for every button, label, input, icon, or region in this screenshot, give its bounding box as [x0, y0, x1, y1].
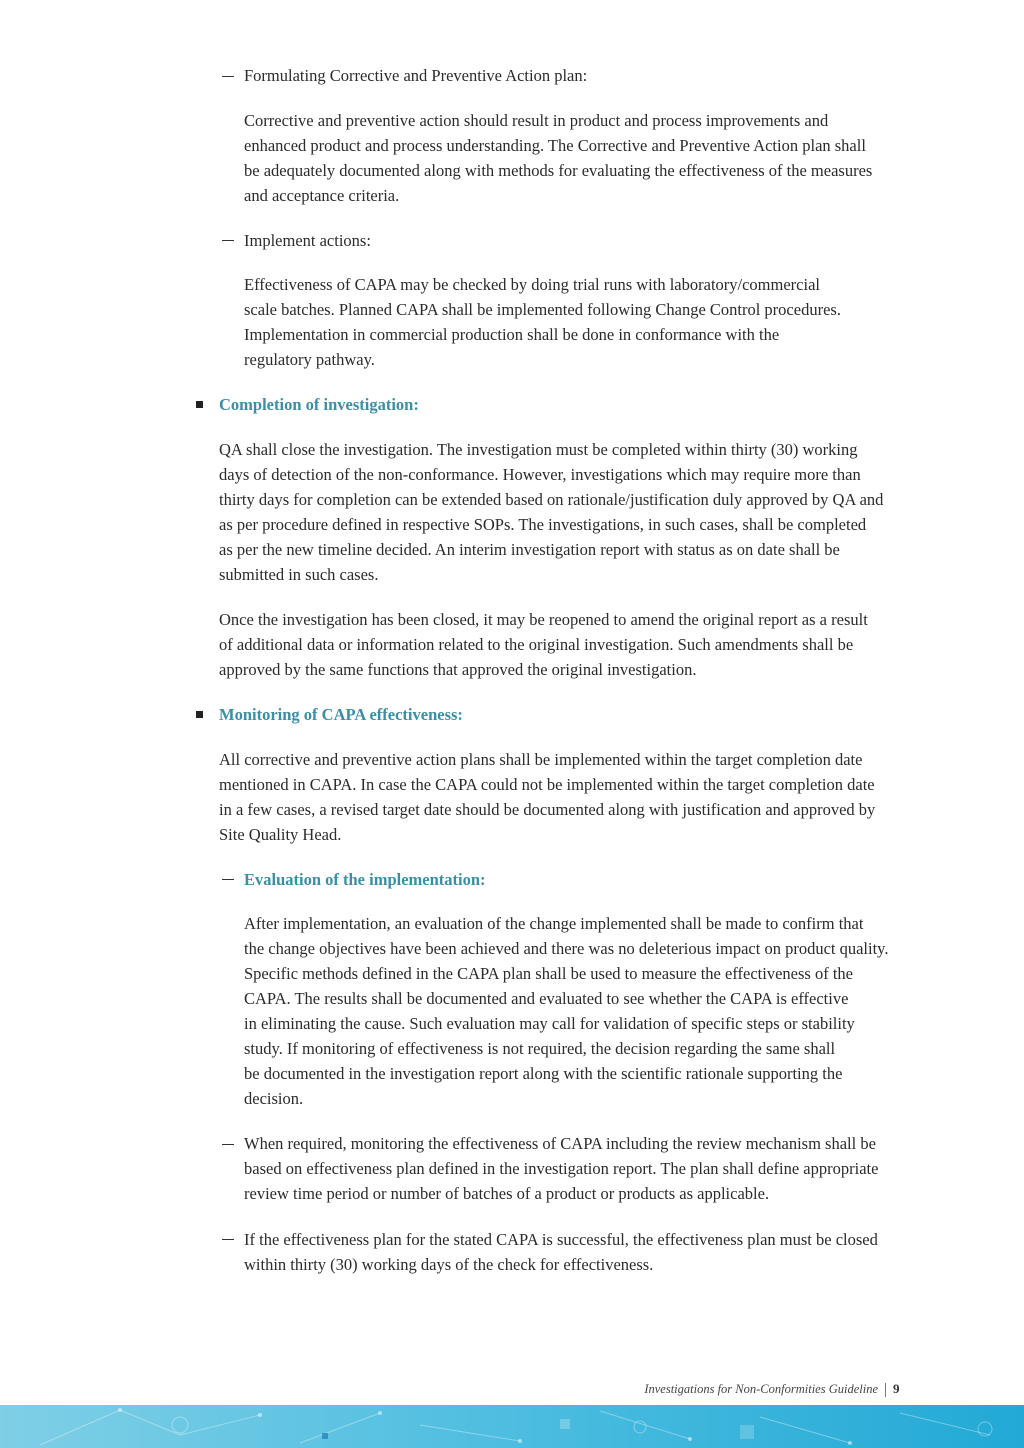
- paragraph-line: study. If monitoring of effectiveness is not required, the decision regarding the same shall: [244, 1039, 836, 1058]
- paragraph-line: Specific methods defined in the CAPA plan shall be used to measure the effectiveness of the: [244, 964, 853, 983]
- paragraph-line: and acceptance criteria.: [244, 186, 400, 205]
- paragraph-line: thirty days for completion can be extended based on rationale/justification duly approved by QA and: [219, 490, 884, 509]
- paragraph-line: CAPA. The results shall be documented and evaluated to see whether the CAPA is effective: [244, 989, 849, 1008]
- paragraph-line: submitted in such cases.: [219, 565, 379, 584]
- paragraph-line: mentioned in CAPA. In case the CAPA could not be implemented within the target completion date: [219, 775, 875, 794]
- paragraph-line: review time period or number of batches of a product or products as applicable.: [244, 1184, 770, 1203]
- paragraph-line: decision.: [244, 1089, 304, 1108]
- decorative-footer-band: [0, 1405, 1024, 1448]
- paragraph-line: within thirty (30) working days of the check for effectiveness.: [244, 1255, 654, 1274]
- page-number: 9: [893, 1381, 900, 1396]
- paragraph-line: Implementation in commercial production shall be done in conformance with the: [244, 325, 780, 344]
- dash-marker: [222, 1239, 234, 1240]
- paragraph-line: days of detection of the non-conformance. However, investigations which may require more than: [219, 465, 861, 484]
- paragraph-line: as per the new timeline decided. An interim investigation report with status as on date shall be: [219, 540, 840, 559]
- square-bullet-icon: [196, 711, 203, 718]
- paragraph-line: Corrective and preventive action should result in product and process improvements and: [244, 111, 829, 130]
- dash-marker: [222, 76, 234, 77]
- paragraph-line: After implementation, an evaluation of the change implemented shall be made to confirm that: [244, 914, 864, 933]
- paragraph-line: If the effectiveness plan for the stated CAPA is successful, the effectiveness plan must be closed: [244, 1230, 878, 1249]
- paragraph-line: the change objectives have been achieved and there was no deleterious impact on product quality.: [244, 939, 889, 958]
- paragraph-line: scale batches. Planned CAPA shall be implemented following Change Control procedures.: [244, 300, 841, 319]
- square-bullet-icon: [196, 401, 203, 408]
- paragraph-line: QA shall close the investigation. The investigation must be completed within thirty (30) working: [219, 440, 858, 459]
- paragraph-line: regulatory pathway.: [244, 350, 375, 369]
- dash-marker: [222, 240, 234, 241]
- paragraph-line: All corrective and preventive action plans shall be implemented within the target completion date: [219, 750, 863, 769]
- item-title-implement: Implement actions:: [244, 231, 371, 250]
- paragraph-line: be documented in the investigation report along with the scientific rationale supporting the: [244, 1064, 843, 1083]
- section-heading-monitoring: Monitoring of CAPA effectiveness:: [219, 705, 463, 724]
- section-heading-completion: Completion of investigation:: [219, 395, 419, 414]
- paragraph-line: approved by the same functions that approved the original investigation.: [219, 660, 697, 679]
- dash-marker: [222, 1144, 234, 1145]
- footer-title: Investigations for Non-Conformities Guideline: [644, 1382, 878, 1396]
- footer-separator: [885, 1383, 886, 1397]
- paragraph-line: Site Quality Head.: [219, 825, 342, 844]
- paragraph-line: of additional data or information related to the original investigation. Such amendments shall be: [219, 635, 854, 654]
- dash-marker: [222, 879, 234, 880]
- paragraph-line: Once the investigation has been closed, it may be reopened to amend the original report as a result: [219, 610, 868, 629]
- paragraph-line: be adequately documented along with methods for evaluating the effectiveness of the measures: [244, 161, 873, 180]
- subsection-heading-evaluation: Evaluation of the implementation:: [244, 870, 486, 889]
- paragraph-line: based on effectiveness plan defined in the investigation report. The plan shall define appropriate: [244, 1159, 879, 1178]
- item-title-formulating: Formulating Corrective and Preventive Action plan:: [244, 66, 588, 85]
- paragraph-line: in a few cases, a revised target date should be documented along with justification and approved by: [219, 800, 876, 819]
- paragraph-line: When required, monitoring the effectiveness of CAPA including the review mechanism shall be: [244, 1134, 876, 1153]
- paragraph-line: Effectiveness of CAPA may be checked by doing trial runs with laboratory/commercial: [244, 275, 820, 294]
- paragraph-line: enhanced product and process understanding. The Corrective and Preventive Action plan shall: [244, 136, 866, 155]
- paragraph-line: in eliminating the cause. Such evaluation may call for validation of specific steps or stability: [244, 1014, 855, 1033]
- paragraph-line: as per procedure defined in respective SOPs. The investigations, in such cases, shall be completed: [219, 515, 867, 534]
